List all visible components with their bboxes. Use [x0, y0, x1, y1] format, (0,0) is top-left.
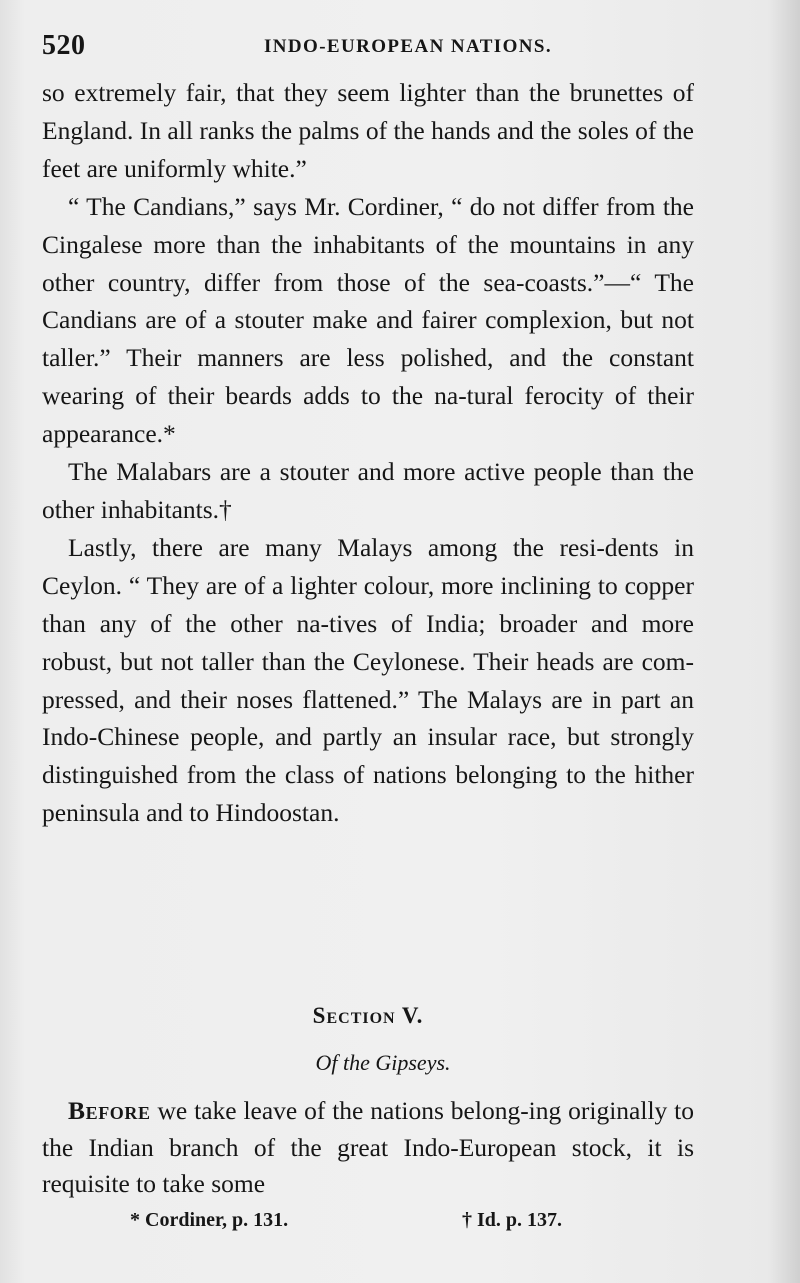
- paragraph-text: we take leave of the nations belong-ing originally to the Indian branch of the great Indo-European stock, it is requisite to take some: [42, 1096, 694, 1198]
- paragraph: [42, 1093, 694, 1203]
- body-text: [42, 74, 694, 832]
- section-heading: Section V.: [312, 1003, 424, 1028]
- footnote: † Id. p. 137.: [462, 1209, 563, 1231]
- paragraph: Lastly, there are many Malays among the resi-dents in Ceylon. “ They are of a lighter colour, more inclining to copper than any of the other na-tives of India; broader and more robust, but not taller than the Ceylonese. Their heads are com-pressed, and their noses flattened.” The Malays are in part an Indo-Chinese people, and partly an insular race, but strongly distinguished from the class of nations belonging to the hither peninsula and to Hindoostan.: [42, 532, 694, 828]
- paragraph: The Malabars are a stouter and more active people than the other inhabitants.†: [42, 457, 694, 524]
- footnotes: [42, 1209, 694, 1239]
- page-header: [42, 30, 704, 64]
- lead-word: Before: [68, 1096, 151, 1125]
- running-head: INDO-EUROPEAN NATIONS.: [263, 36, 553, 57]
- paragraph: “ The Candians,” says Mr. Cordiner, “ do not differ from the Cingalese more than the inhabitants of the mountains in any other country, differ from those of the sea-coasts.”—“ The Candians are of a stouter make and fairer complexion, but not taller.” Their manners are less polished, and the constant wearing of their beards adds to the na-tural ferocity of their appearance.*: [42, 191, 694, 449]
- section-text: [42, 1093, 694, 1203]
- paragraph: so extremely fair, that they seem lighter than the brunettes of England. In all ranks the palms of the hands and the soles of the feet are uniformly white.”: [42, 78, 694, 183]
- page-number: 520: [42, 30, 86, 61]
- footnote: * Cordiner, p. 131.: [130, 1209, 289, 1231]
- section-subtitle: Of the Gipseys.: [315, 1050, 451, 1075]
